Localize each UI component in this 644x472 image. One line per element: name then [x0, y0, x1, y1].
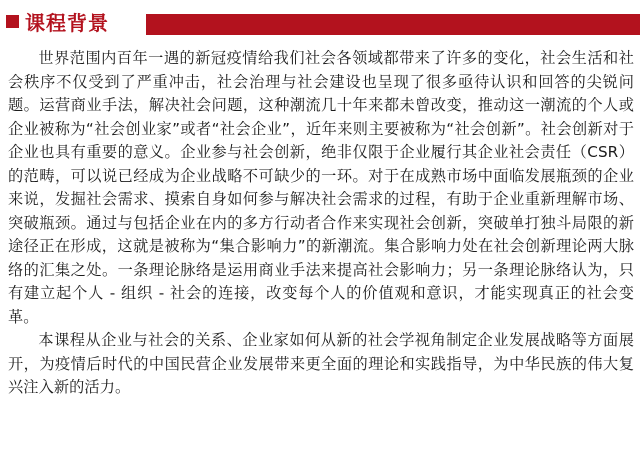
header-accent-bar: [146, 14, 640, 35]
header-square-marker: [6, 15, 19, 28]
course-background-content: [8, 47, 634, 400]
section-title: 课程背景: [25, 11, 109, 35]
paragraph-1: 世界范围内百年一遇的新冠疫情给我们社会各领域都带来了许多的变化，社会生活和社会秩序不仅受到了严重冲击，社会治理与社会建设也呈现了很多亟待认识和回答的尖锐问题。运营商业手法，解决社会问题，这种潮流几十年来都未曾改变，推动这一潮流的个人或企业被称为“社会创业家”或者“社会企业”，近年来则主要被称为“社会创新”。社会创新对于企业也具有重要的意义。企业参与社会创新，绝非仅限于企业履行其企业社会责任（CSR）的范畴，可以说已经成为企业战略不可缺少的一环。对于在成熟市场中面临发展瓶颈的企业来说，发掘社会需求、摸索自身如何参与解决社会需求的过程，有助于企业重新理解市场、突破瓶颈。通过与包括企业在内的多方行动者合作来实现社会创新，突破单打独斗局限的新途径正在形成，这就是被称为“集合影响力”的新潮流。集合影响力处在社会创新理论两大脉络的汇集之处。一条理论脉络是运用商业手法来提高社会影响力；另一条理论脉络认为，只有建立起个人 - 组织 - 社会的连接，改变每个人的价值观和意识，才能实现真正的社会变革。: [8, 49, 634, 326]
paragraph-2: 本课程从企业与社会的关系、企业家如何从新的社会学视角制定企业发展战略等方面展开，为疫情后时代的中国民营企业发展带来更全面的理论和实践指导，为中华民族的伟大复兴注入新的活力。: [8, 331, 634, 396]
section-header: [0, 10, 644, 38]
